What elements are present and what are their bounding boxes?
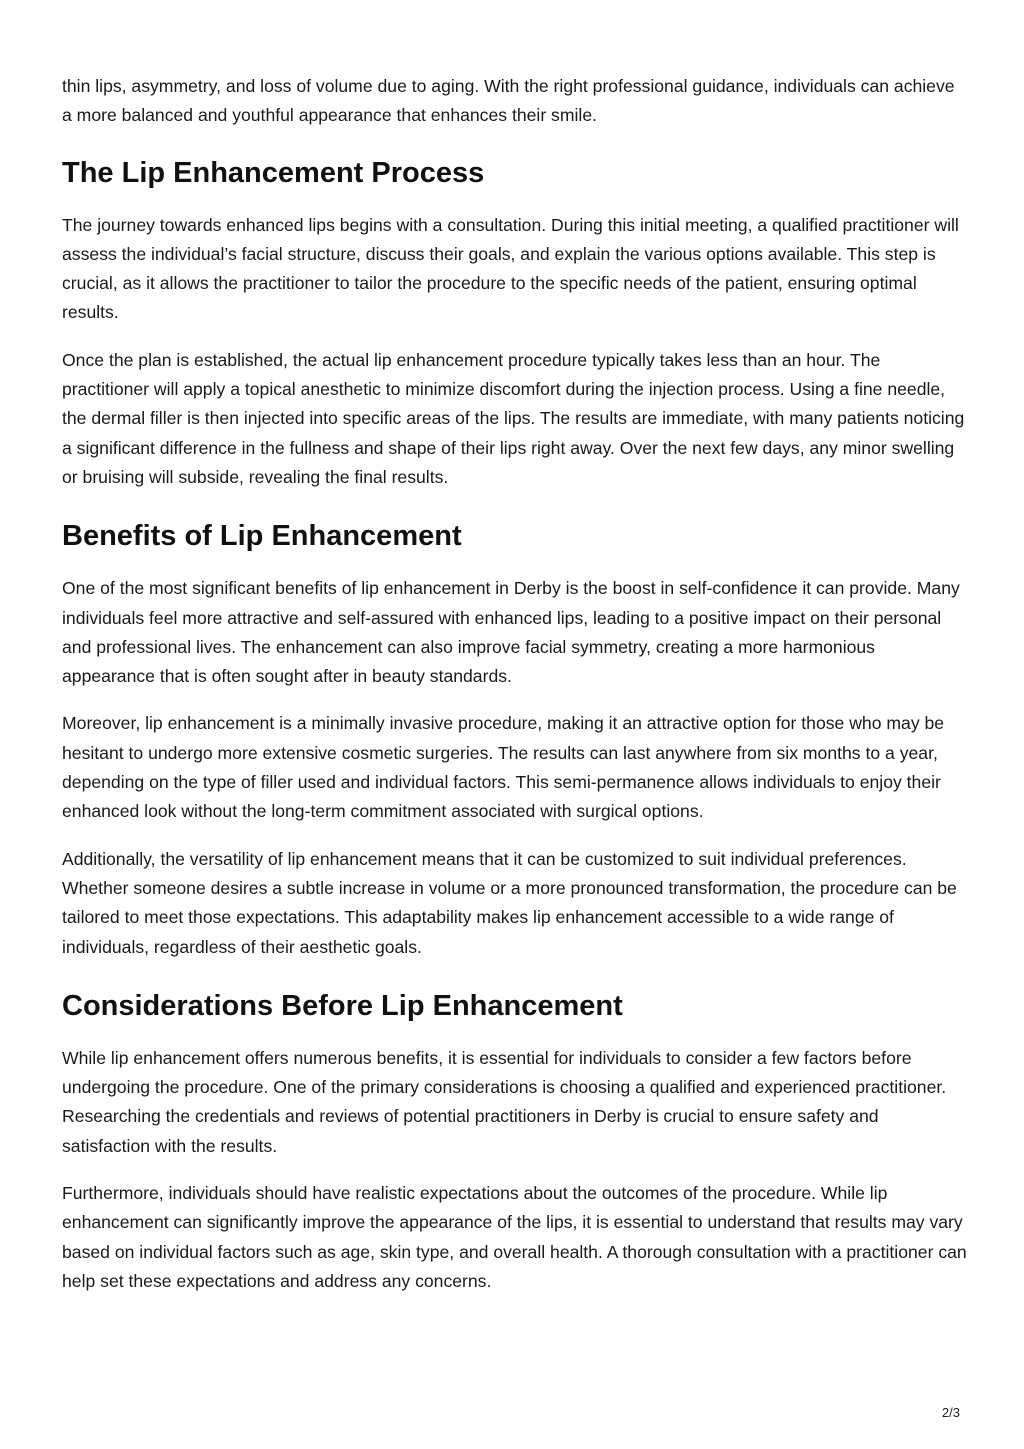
section-benefits-of-lip-enhancement: [62, 510, 968, 962]
paragraph: Furthermore, individuals should have realistic expectations about the outcomes of the procedure. While lip enhancement can significantly improve the appearance of the lips, it is essential to understand that results may vary based on individual factors such as age, skin type, and overall health. A thorough consultation with a practitioner can help set these expectations and address any concerns.: [62, 1183, 967, 1291]
paragraph: Once the plan is established, the actual lip enhancement procedure typically takes less than an hour. The practitioner will apply a topical anesthetic to minimize discomfort during the injection process. Using a fine needle, the dermal filler is then injected into specific areas of the lips. The results are immediate, with many patients noticing a significant difference in the fullness and shape of their lips right away. Over the next few days, any minor swelling or bruising will subside, revealing the final results.: [62, 349, 965, 487]
paragraph: One of the most significant benefits of lip enhancement in Derby is the boost in self-confidence it can provide. Many individuals feel more attractive and self-assured with enhanced lips, leading to a positive impact on their personal and professional lives. The enhancement can also improve facial symmetry, creating a more harmonious appearance that is often sought after in beauty standards.: [62, 578, 960, 687]
section-lip-enhancement-process: [62, 147, 968, 493]
paragraph: While lip enhancement offers numerous benefits, it is essential for individuals to consider a few factors before undergoing the procedure. One of the primary considerations is choosing a qualified and experienced practitioner. Researching the credentials and reviews of potential practitioners in Derby is crucial to ensure safety and satisfaction with the results.: [62, 1047, 947, 1156]
paragraph: Moreover, lip enhancement is a minimally invasive procedure, making it an attractive option for those who may be hesitant to undergo more extensive cosmetic surgeries. The results can last anywhere from six months to a year, depending on the type of filler used and individual factors. This semi-permanence allows individuals to enjoy their enhanced look without the long-term commitment associated with surgical options.: [62, 713, 945, 822]
paragraph: Additionally, the versatility of lip enhancement means that it can be customized to suit individual preferences. Whether someone desires a subtle increase in volume or a more pronounced transformation, the procedure can be tailored to meet those expectations. This adaptability makes lip enhancement accessible to a wide range of individuals, regardless of their aesthetic goals.: [62, 848, 957, 957]
section-heading: The Lip Enhancement Process: [62, 156, 485, 189]
section-considerations-before-lip-enhancement: [62, 980, 968, 1296]
intro-paragraph: thin lips, asymmetry, and loss of volume due to aging. With the right professional guidance, individuals can achieve a more balanced and youthful appearance that enhances their smile.: [62, 76, 955, 126]
document-page: [62, 72, 968, 1314]
section-heading: Benefits of Lip Enhancement: [62, 520, 462, 553]
paragraph: The journey towards enhanced lips begins with a consultation. During this initial meeting, a qualified practitioner will assess the individual’s facial structure, discuss their goals, and explain the various options available. This step is crucial, as it allows the practitioner to tailor the procedure to the specific needs of the patient, ensuring optimal results.: [62, 214, 959, 323]
section-heading: Considerations Before Lip Enhancement: [62, 989, 623, 1022]
page-number: 2/3: [941, 1405, 960, 1420]
